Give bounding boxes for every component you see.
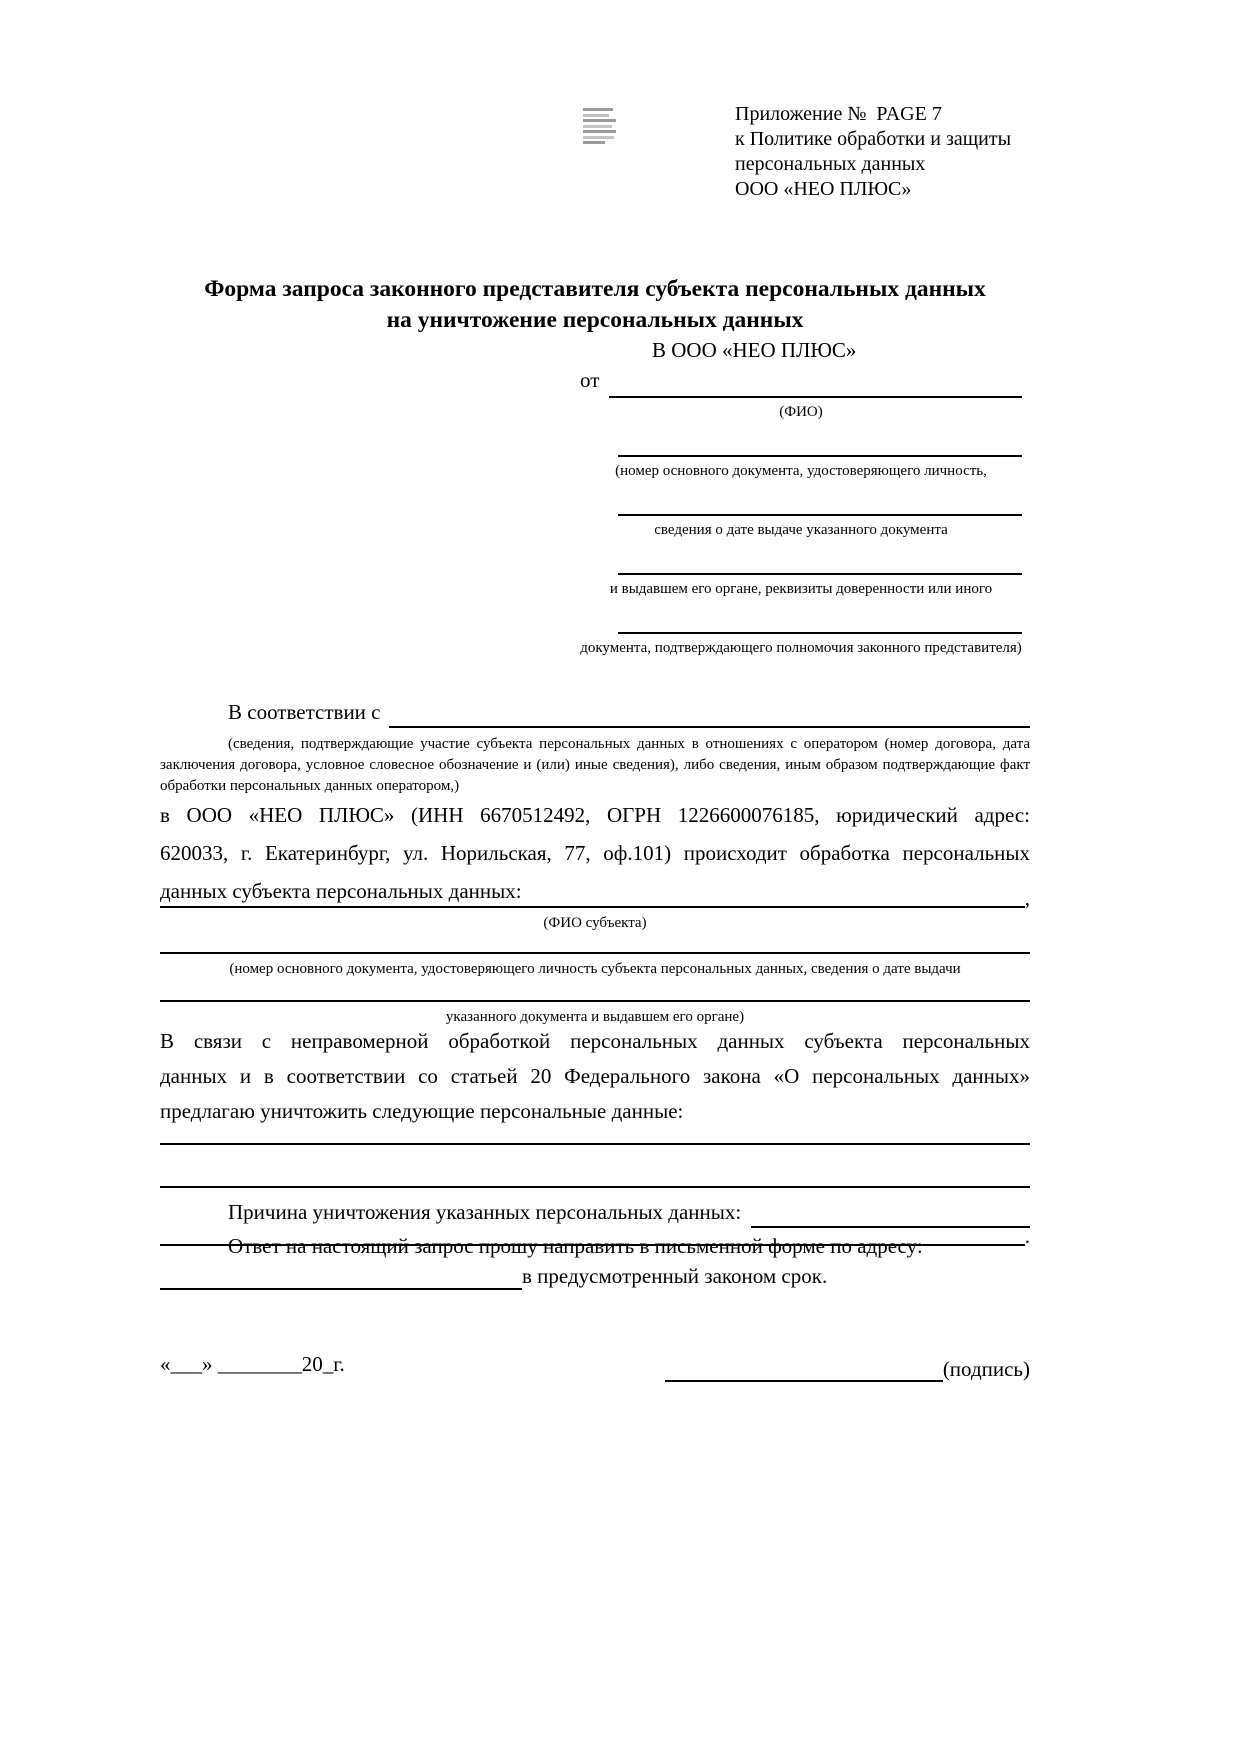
title-line-2: на уничтожение персональных данных	[386, 307, 804, 333]
caption-subject-fio: (ФИО субъекта)	[543, 915, 647, 931]
blank-field-relationship	[389, 700, 1031, 728]
signature-field	[665, 1356, 943, 1382]
fine-print-line: заключения договора, условное словесное обозначение и (или) иные сведения), либо сведения, иным образом подтверждающие факт	[160, 757, 1030, 773]
fine-print-line: (сведения, подтверждающие участие субъекта персональных данных в отношениях с оператором (номер договора, дата	[228, 736, 1030, 752]
response-text: Ответ на настоящий запрос прошу направить в письменной форме по адресу:	[228, 1234, 923, 1258]
signature-group	[665, 1352, 1030, 1382]
from-label: от	[580, 368, 600, 392]
appendix-line: персональных данных	[735, 153, 926, 175]
from-row	[580, 368, 1022, 398]
addressee-to: В ООО «НЕО ПЛЮС»	[652, 338, 857, 362]
blank-field-authority-doc	[618, 632, 1022, 634]
fine-print	[160, 734, 1030, 797]
paragraph-line: предлагаю уничтожить следующие персональные данные:	[160, 1099, 684, 1123]
caption-subject-doc-1: (номер основного документа, удостоверяющего личность субъекта персональных данных, сведения о дате выдачи	[229, 961, 961, 977]
comma: ,	[1024, 886, 1030, 910]
appendix-line: ООО «НЕО ПЛЮС»	[735, 178, 912, 200]
paragraph-line: в ООО «НЕО ПЛЮС» (ИНН 6670512492, ОГРН 1226600076185, юридический адрес:	[160, 803, 1030, 827]
blank-field-subject-doc	[160, 952, 1030, 954]
blank-field-issuer	[618, 573, 1022, 575]
form-title	[160, 274, 1030, 336]
blank-field-doc-number	[618, 455, 1022, 457]
caption-issue-date: сведения о дате выдаче указанного документа	[654, 522, 948, 538]
accordance-lead: В соответствии с	[228, 700, 381, 724]
date-line: «___» ________20_г.	[160, 1352, 345, 1376]
blank-field-data-1	[160, 1143, 1030, 1145]
paragraph-line: 620033, г. Екатеринбург, ул. Норильская, 77, оф.101) происходит обработка персональных	[160, 841, 1030, 865]
blank-field-subject-fio	[160, 884, 1025, 908]
period: .	[1024, 1224, 1030, 1248]
appendix-line: Приложение № PAGE 7	[735, 103, 942, 125]
title-line-1: Форма запроса законного представителя субъекта персональных данных	[204, 276, 986, 302]
caption-subject-doc-2: указанного документа и выдавшем его органе)	[445, 1009, 745, 1025]
response-line	[160, 1234, 1030, 1262]
response-tail: в предусмотренный законом срок.	[522, 1264, 828, 1288]
blank-field-address	[160, 1264, 522, 1290]
appendix-header	[735, 102, 1011, 202]
embedded-object-icon	[583, 106, 616, 146]
blank-field-issue-date	[618, 514, 1022, 516]
destruction-paragraph	[160, 1024, 1030, 1129]
blank-field-subject-doc-2	[160, 1000, 1030, 1002]
subject-fio-row	[160, 886, 1030, 908]
caption-issuer: и выдавшем его органе, реквизиты доверенности или иного	[609, 581, 993, 597]
response-address-row	[160, 1264, 1030, 1290]
paragraph-line: данных и в соответствии со статьей 20 Федерального закона «О персональных данных»	[160, 1064, 1030, 1088]
addressee-block	[580, 338, 1022, 658]
reason-label: Причина уничтожения указанных персональных данных:	[228, 1200, 742, 1224]
blank-field-data-2	[160, 1186, 1030, 1188]
paragraph-line: В связи с неправомерной обработкой персональных данных субъекта персональных	[160, 1029, 1030, 1053]
blank-field-fio	[609, 368, 1022, 398]
accordance-row	[160, 700, 1030, 728]
caption-fio: (ФИО)	[779, 404, 823, 420]
fine-print-line: обработки персональных данных оператором,)	[160, 778, 460, 794]
caption-doc-number: (номер основного документа, удостоверяющего личность,	[615, 463, 987, 479]
signature-caption: (подпись)	[942, 1357, 1030, 1381]
paragraph-line: данных субъекта персональных данных:	[160, 879, 522, 903]
caption-authority-doc: документа, подтверждающего полномочия законного представителя)	[580, 640, 1022, 656]
appendix-line: к Политике обработки и защиты	[735, 128, 1012, 150]
signature-row	[160, 1352, 1030, 1382]
